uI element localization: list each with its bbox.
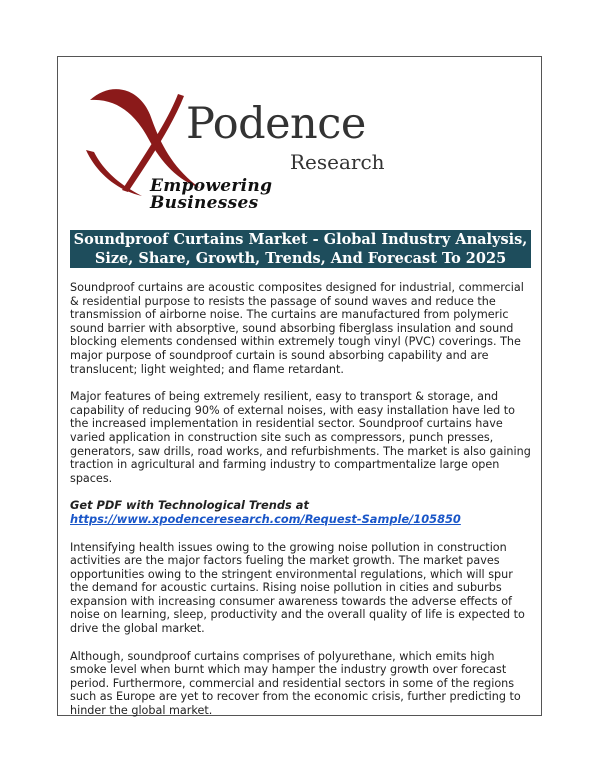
report-body [70, 281, 532, 732]
report-title-line-2: Size, Share, Growth, Trends, And Forecast To 2025 [94, 250, 507, 267]
body-paragraph-2: Major features of being extremely resilient, easy to transport & storage, and capability of reducing 90% of external noises, with easy installation have led to the increased implementation in residential sector. Soundproof curtains have varied application in construction site such as compressors, punch presses, generators, saw drills, road works, and refurbishments. The market is also gaining traction in agricultural and farming industry to compartmentalize large open spaces. [70, 390, 531, 485]
pdf-request-line [70, 499, 532, 526]
report-title [70, 230, 531, 268]
request-sample-link[interactable]: https://www.xpodenceresearch.com/Request-Sample/105850 [70, 511, 461, 526]
body-paragraph-4: Although, soundproof curtains comprises of polyurethane, which emits high smoke level when burnt which may hamper the industry growth over forecast period. Furthermore, commercial and residential sectors in some of the regions such as Europe are yet to recover from the economic crisis, further predicting to hinder the global market. [70, 649, 521, 718]
company-logo [82, 80, 385, 213]
logo-tagline: Empowering Businesses [150, 176, 273, 213]
logo-subtitle: Research [290, 150, 385, 174]
body-paragraph-3: Intensifying health issues owing to the growing noise pollution in construction activities are the major factors fueling the market growth. The market paves opportunities owing to the stringent environmental regulations, which will spur the demand for acoustic curtains. Rising noise pollution in cities and suburbs expansion with increasing consumer awareness towards the adverse effects of noise on learning, sleep, productivity and the overall quality of life is expected to drive the global market. [70, 540, 525, 636]
body-paragraph-1: Soundproof curtains are acoustic composites designed for industrial, commercial & residential purpose to resists the passage of sound waves and reduce the transmission of airborne noise. The curtains are manufactured from polymeric sound barrier with absorptive, sound absorbing fiberglass insulation and sound blocking elements condensed within extremely tough vinyl (PVC) coverings. The major purpose of soundproof curtain is sound absorbing capability and are translucent; light weighted; and flame retardant. [70, 281, 524, 376]
logo-brand-text: Podence [186, 99, 366, 149]
pdf-request-prefix: Get PDF with Technological Trends at [70, 498, 309, 513]
report-title-line-1: Soundproof Curtains Market - Global Industry Analysis, [73, 231, 528, 248]
